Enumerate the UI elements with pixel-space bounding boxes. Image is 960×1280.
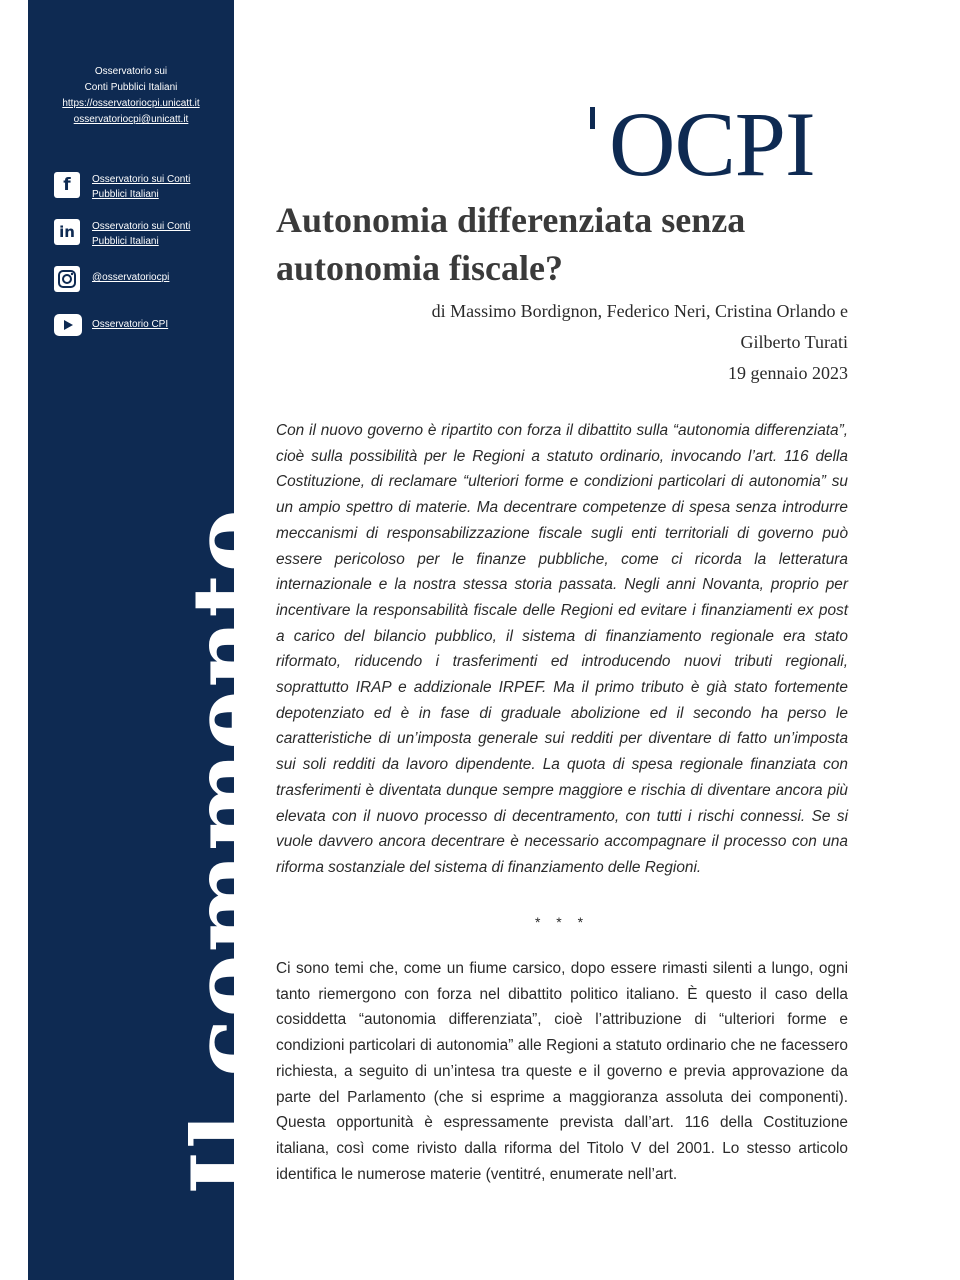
- sidebar: [28, 0, 282, 1280]
- linkedin-icon: in: [54, 219, 80, 245]
- ocpi-logo: [590, 93, 852, 195]
- email-link[interactable]: osservatoriocpi@unicatt.it: [73, 114, 189, 125]
- authors-line1: di Massimo Bordignon, Federico Neri, Cristina Orlando e: [431, 301, 848, 321]
- instagram-link[interactable]: [54, 266, 234, 292]
- facebook-label-line2: Pubblici Italiani: [92, 189, 159, 200]
- youtube-link[interactable]: [54, 314, 234, 336]
- article-title: Autonomia differenziata senza autonomia fiscale?: [276, 200, 746, 288]
- facebook-label-line1: Osservatorio sui Conti: [92, 174, 191, 185]
- article-date: 19 gennaio 2023: [728, 363, 848, 383]
- vertical-section-title: Il commento: [172, 507, 282, 1195]
- instagram-icon: [54, 266, 80, 292]
- article-abstract: Con il nuovo governo è ripartito con forza il dibattito sulla “autonomia differenziata”, cioè sulla possibilità per le Regioni a statuto ordinario, invocando l’art. 116 della Costituzione, di reclamare “ulteriori forme e condizioni particolari di autonomia” su un ampio spettro di materie. Ma decentrare competenze di spesa senza introdurre meccanismi di responsabilizzazione fiscale sugli enti territoriali di governo può essere pericoloso per le finanze pubbliche, come ci ricorda la letteratura internazionale e la nostra stessa storia passata. Negli anni Novanta, proprio per incentivare la responsabilità fiscale delle Regioni ed evitare i finanziamenti ex post a carico del bilancio pubblico, il sistema di finanziamento regionale era stato riformato, riducendo i trasferimenti ed introducendo nuovi tributi regionali, soprattutto IRAP e addizionale IRPEF. Ma il primo tributo è già stato fortemente depotenziato ed è in fase di graduale abolizione ed il secondo ha perso le caratteristiche di un’imposta generale sui redditi per diventare di fatto un’imposta sui soli redditi da lavoro dipendente. La quota di spesa regionale finanziata con trasferimenti è diventata dunque sempre maggiore e rischia di diventare ancora più elevata con il nuovo processo di decentramento, con tutti i rischi connessi. Se si vuole davvero ancora decentrare è necessario accompagnare il processo con una riforma sostanziale del sistema di finanziamento delle Regioni.: [276, 422, 848, 876]
- facebook-link[interactable]: [54, 172, 234, 202]
- youtube-icon: [54, 314, 82, 336]
- logo-tick: [590, 107, 595, 129]
- facebook-icon: f: [54, 172, 80, 198]
- org-name-line2: Conti Pubblici Italiani: [84, 82, 178, 93]
- org-name-line1: Osservatorio sui: [94, 66, 168, 77]
- byline: [340, 296, 848, 389]
- authors-line2: Gilberto Turati: [740, 332, 848, 352]
- sidebar-contact: [28, 64, 234, 128]
- linkedin-link[interactable]: [54, 219, 234, 249]
- section-separator: * * *: [534, 914, 590, 930]
- article-body: Ci sono temi che, come un fiume carsico, dopo essere rimasti silenti a lungo, ogni tanto riemergono con forza nel dibattito politico italiano. È questo il caso della cosiddetta “autonomia differenziata”, cioè l’attribuzione di “ulteriori forme e condizioni particolari di autonomia” alle Regioni a statuto ordinario che ne facessero richiesta, a seguito di un’intesa tra queste e il governo e previa approvazione da parte del Parlamento (che si esprime a maggioranza assoluta dei componenti). Questa opportunità è espressamente prevista dall’art. 116 della Costituzione italiana, così come rivisto dalla riforma del Titolo V del 2001. Lo stesso articolo identifica le numerose materie (ventitré, enumerate nell’art.: [276, 960, 848, 1183]
- linkedin-label-line1: Osservatorio sui Conti: [92, 221, 191, 232]
- linkedin-label-line2: Pubblici Italiani: [92, 236, 159, 247]
- website-link[interactable]: https://osservatoriocpi.unicatt.it: [62, 98, 200, 109]
- logo-text: OCPI: [609, 93, 815, 195]
- youtube-label: Osservatorio CPI: [92, 319, 169, 330]
- instagram-label: @osservatoriocpi: [92, 272, 170, 283]
